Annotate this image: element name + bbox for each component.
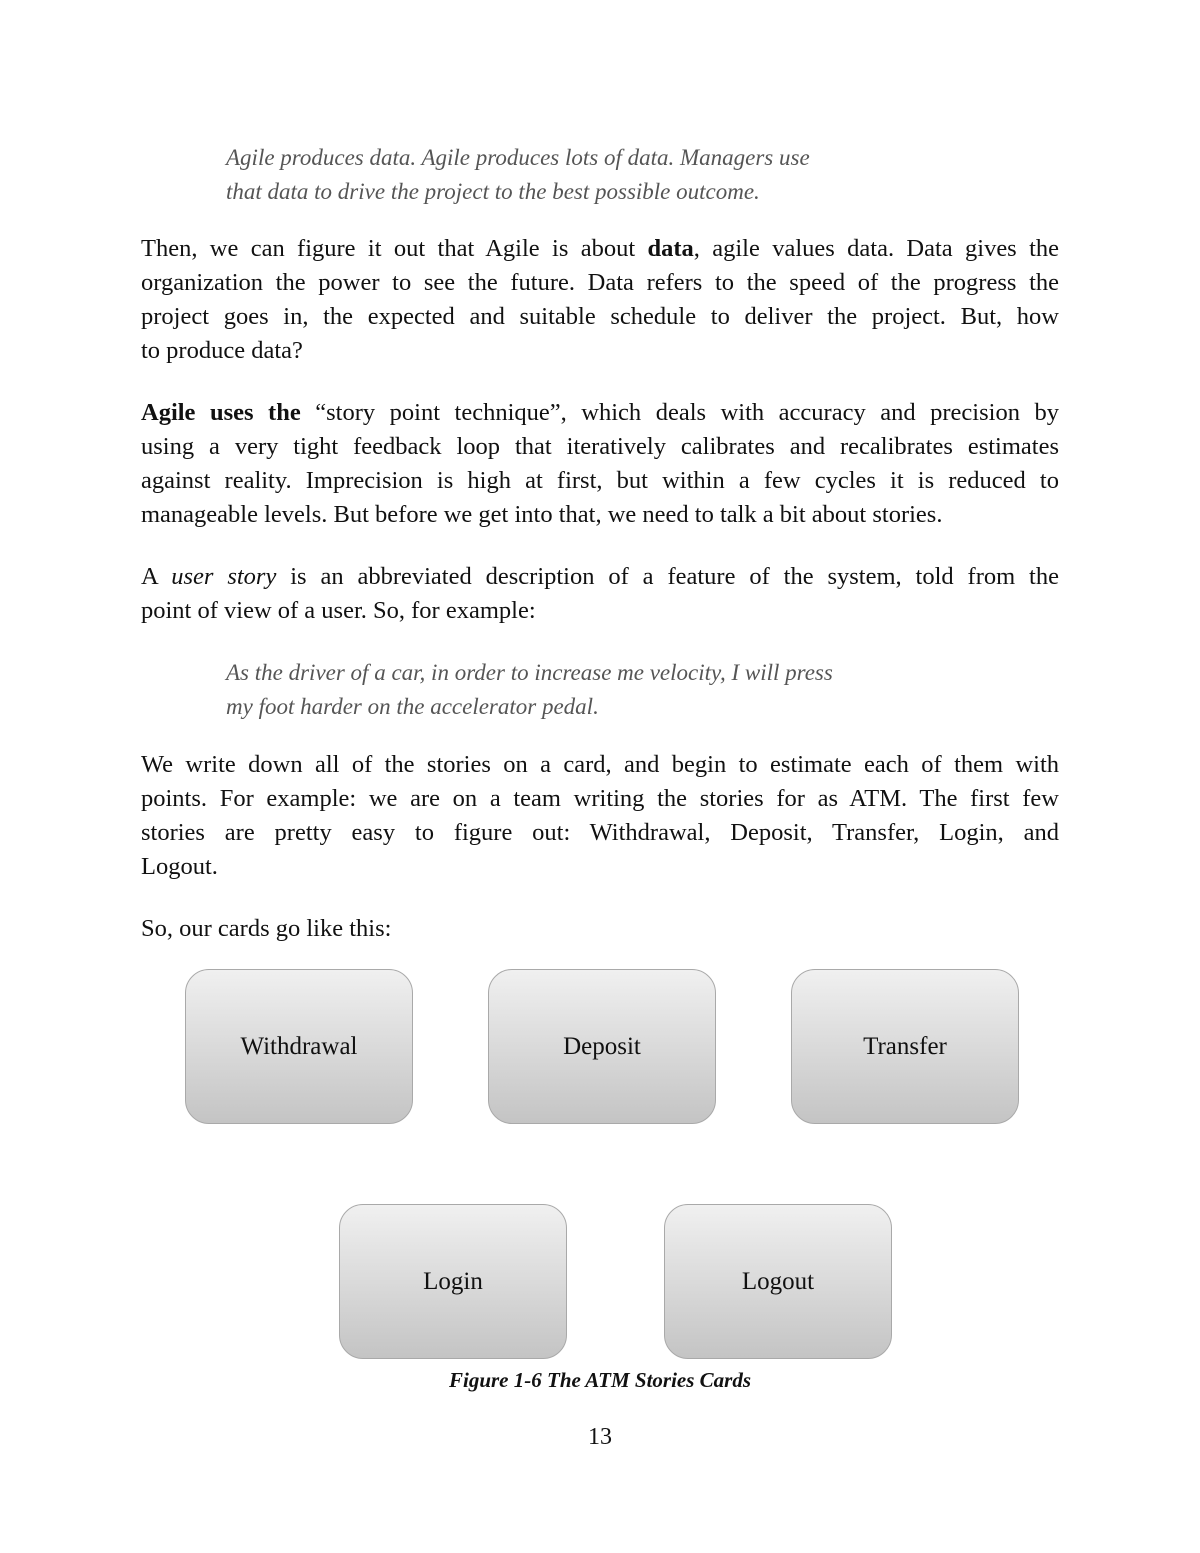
paragraph-user-story <box>141 560 1059 628</box>
block-quote-agile-data <box>226 141 1026 209</box>
quote-line: my foot harder on the accelerator pedal. <box>226 694 599 719</box>
quote-line: that data to drive the project to the best possible outcome. <box>226 179 760 204</box>
quote-line: Agile produces data. Agile produces lots of data. Managers use <box>226 145 810 170</box>
story-card-withdrawal: Withdrawal <box>185 969 413 1124</box>
paragraph-line: points. For example: we are on a team writing the stories for as ATM. The first few <box>141 785 1059 812</box>
paragraph-story-point <box>141 396 1059 532</box>
bold-term-data: data <box>647 235 694 262</box>
paragraph-line: project goes in, the expected and suitable schedule to deliver the project. But, how <box>141 303 1059 330</box>
paragraph-line: to produce data? <box>141 337 303 364</box>
paragraph-line <box>141 560 1059 594</box>
story-card-deposit: Deposit <box>488 969 716 1124</box>
italic-term-user-story: user story <box>171 563 277 590</box>
text-run: “story point technique”, which deals with accuracy and precision by <box>300 399 1059 426</box>
text-run: A <box>141 563 172 590</box>
paragraph-line: stories are pretty easy to figure out: Withdrawal, Deposit, Transfer, Login, and <box>141 819 1059 846</box>
page-number: 13 <box>588 1424 612 1450</box>
paragraph-line: manageable levels. But before we get into that, we need to talk a bit about stories. <box>141 501 943 528</box>
paragraph-line: point of view of a user. So, for example: <box>141 597 536 624</box>
text-run: , agile values data. Data gives the <box>693 235 1059 262</box>
paragraph-line: using a very tight feedback loop that iteratively calibrates and recalibrates estimates <box>141 433 1059 460</box>
text-run: Then, we can figure it out that Agile is about <box>141 235 648 262</box>
figure-caption: Figure 1-6 The ATM Stories Cards <box>448 1368 752 1392</box>
paragraph-cards-intro <box>141 912 1059 946</box>
quote-line: As the driver of a car, in order to increase me velocity, I will press <box>226 660 833 685</box>
paragraph-agile-data <box>141 232 1059 368</box>
paragraph-line: Logout. <box>141 853 218 880</box>
paragraph-line: So, our cards go like this: <box>141 915 392 942</box>
story-card-login: Login <box>339 1204 567 1359</box>
paragraph-atm-stories <box>141 748 1059 884</box>
text-run: is an abbreviated description of a feature of the system, told from the <box>276 563 1059 590</box>
paragraph-line: against reality. Imprecision is high at first, but within a few cycles it is reduced to <box>141 467 1059 494</box>
story-card-logout: Logout <box>664 1204 892 1359</box>
paragraph-line <box>141 232 1059 266</box>
story-card-transfer: Transfer <box>791 969 1019 1124</box>
paragraph-line: organization the power to see the future. Data refers to the speed of the progress the <box>141 269 1059 296</box>
block-quote-driver-example <box>226 656 1026 724</box>
paragraph-line: We write down all of the stories on a card, and begin to estimate each of them with <box>141 751 1059 778</box>
paragraph-line <box>141 396 1059 430</box>
bold-term-agile: Agile uses the <box>141 399 301 426</box>
